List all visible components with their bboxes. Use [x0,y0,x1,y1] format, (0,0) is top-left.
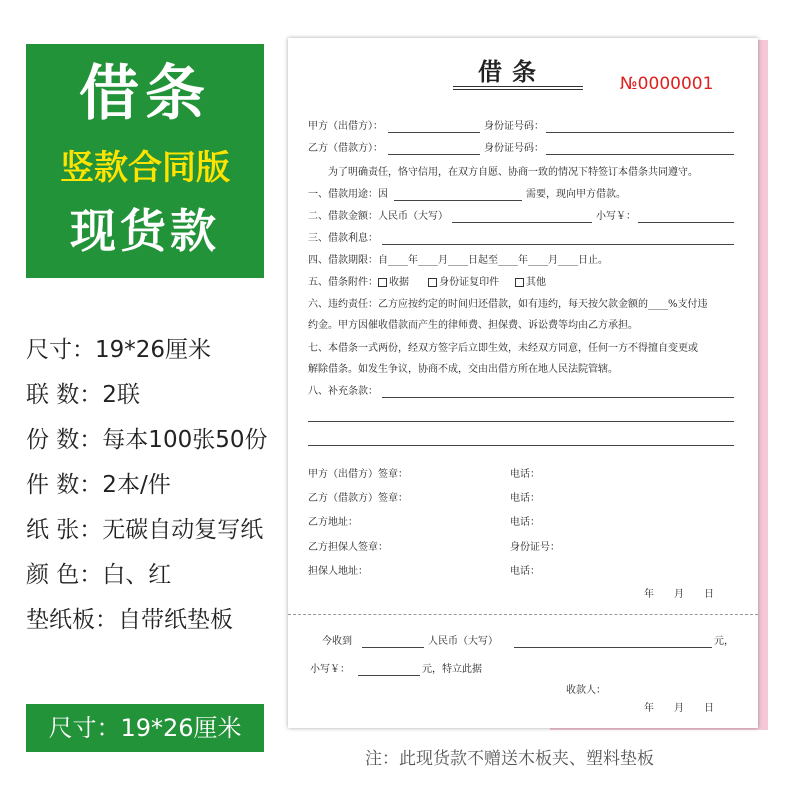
id-label: 身份证号码： [484,121,544,132]
extra-terms-field[interactable] [382,397,734,398]
lender-id-field[interactable] [546,132,734,133]
copies-line-1: 七、本借条一式两份，经双方签字后立即生效，未经双方同意，任何一方不得擅自变更或 [308,343,698,354]
purpose-suffix: 需要，现向甲方借款。 [526,189,626,200]
spec-board: 垫纸板：自带纸垫板 [26,607,233,633]
spec-sets: 份 数：每本100张50份 [26,427,268,453]
phone-label: 电话： [510,517,540,528]
product-banner [26,44,264,278]
lender-field[interactable] [388,132,480,133]
checkbox-receipt[interactable] [378,278,387,287]
purpose-field[interactable] [394,200,522,201]
tear-line [288,614,758,615]
banner-tagline: 现货款 [70,204,220,258]
received-rmb-label: 人民币（大写） [428,636,498,647]
spec-list [26,328,267,643]
date-line: 年 月 日 [644,703,714,714]
received-small-field[interactable] [358,675,420,676]
guarantor-id-label: 身份证号： [510,542,560,553]
attachment-id-copy: 身份证复印件 [439,277,500,288]
spec-copies: 联 数：2联 [26,382,140,408]
banner-title: 借条 [79,59,211,129]
interest-label: 三、借款利息： [308,233,378,244]
extra-terms-field[interactable] [308,445,734,446]
phone-label: 电话： [510,469,540,480]
received-amount-field[interactable] [514,647,712,648]
checkbox-id-copy[interactable] [428,278,437,287]
received-label: 今收到 [322,636,352,647]
spec-size: 尺寸：19*26厘米 [26,337,212,363]
payee-label: 收款人： [566,685,606,696]
received-small-suffix: 元，特立此据 [422,664,482,675]
guarantor-address-label: 担保人地址： [308,566,368,577]
borrower-label: 乙方（借款方）： [308,143,383,154]
title-underline [453,86,583,87]
spec-color: 颜 色：白、红 [26,562,172,588]
term-text: 四、借款期限：自____年____月____日起至____年____月____日止。 [308,255,608,266]
footnote: 注：此现货款不赠送木板夹、塑料垫板 [365,749,654,769]
breach-line-2: 约金。甲方因催收借款而产生的律师费、担保费、诉讼费等均由乙方承担。 [308,320,638,331]
extra-terms-label: 八、补充条款： [308,386,378,397]
lender-label: 甲方（出借方）： [308,121,383,132]
received-yuan: 元， [714,636,734,647]
interest-field[interactable] [382,244,734,245]
receipt-form [288,38,758,728]
amount-label: 二、借款金额：人民币（大写） [308,211,448,222]
extra-terms-field[interactable] [308,421,734,422]
copies-line-2: 解除借条。如发生争议，协商不成，交由出借方所在地人民法院管辖。 [308,364,618,375]
guarantor-sign-label: 乙方担保人签章： [308,542,388,553]
serial-number: №0000001 [620,74,714,94]
size-badge: 尺寸：19*26厘米 [26,704,264,752]
breach-line-1: 六、违约责任：乙方应按约定的时间归还借款，如有违约，每天按欠款金额的____%支付违 [308,299,708,310]
borrower-field[interactable] [388,154,480,155]
title-underline [453,89,583,90]
phone-label: 电话： [510,566,540,577]
amount-small-label: 小写￥： [596,211,636,222]
received-from-field[interactable] [362,647,424,648]
attachment-row [308,276,546,290]
borrower-id-field[interactable] [546,154,734,155]
amount-number-field[interactable] [638,222,734,223]
spec-pieces: 件 数：2本/件 [26,472,171,498]
intro-text: 为了明确责任，恪守信用，在双方自愿、协商一致的情况下特签订本借条共同遵守。 [328,167,698,178]
date-line: 年 月 日 [644,589,714,600]
attachment-label: 五、借条附件： [308,277,378,288]
id-label: 身份证号码： [484,143,544,154]
lender-sign-label: 甲方（出借方）签章： [308,469,408,480]
checkbox-other[interactable] [515,278,524,287]
borrower-address-label: 乙方地址： [308,517,358,528]
borrower-sign-label: 乙方（借款方）签章： [308,493,408,504]
spec-paper: 纸 张：无碳自动复写纸 [26,517,264,543]
attachment-receipt: 收据 [389,277,409,288]
amount-words-field[interactable] [452,222,592,223]
attachment-other: 其他 [525,277,546,288]
purpose-label: 一、借款用途：因 [308,189,388,200]
received-small-label: 小写￥： [310,664,350,675]
banner-subtitle: 竖款合同版 [60,148,230,188]
phone-label: 电话： [510,493,540,504]
receipt-title: 借条 [478,57,546,86]
